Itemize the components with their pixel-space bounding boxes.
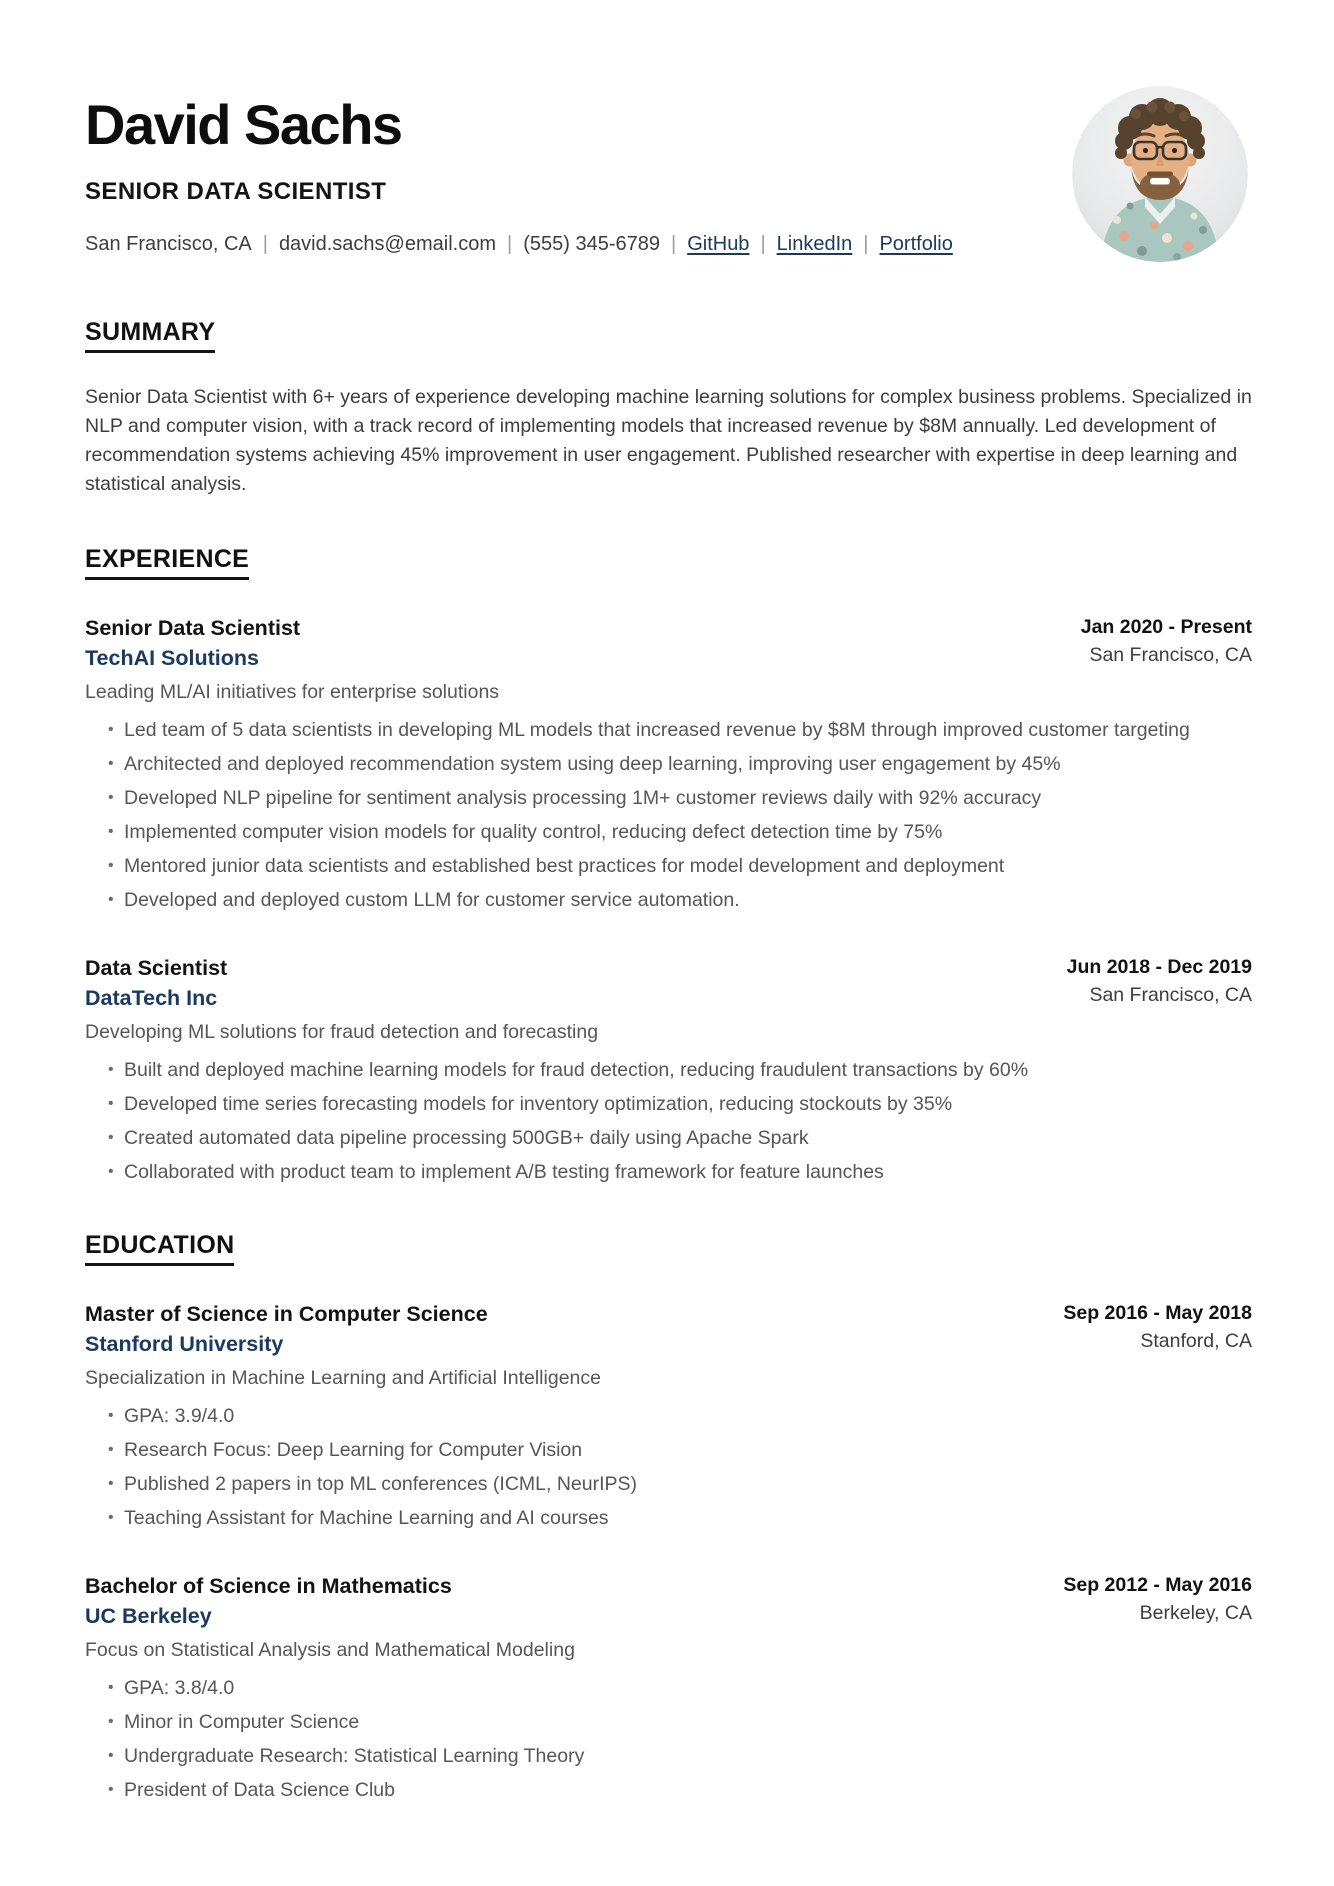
- entry-degree: Master of Science in Computer Science: [85, 1302, 488, 1326]
- entry-header: [85, 613, 1252, 674]
- bullet-item: • Collaborated with product team to implement A/B testing framework for feature launches: [108, 1161, 1252, 1183]
- entry-school: UC Berkeley: [85, 1604, 212, 1628]
- entry-dates: Jan 2020 - Present: [1080, 616, 1252, 638]
- entry-titles: [85, 613, 300, 674]
- bullet-item: • Created automated data pipeline processing 500GB+ daily using Apache Spark: [108, 1127, 1252, 1149]
- bullet-item: • Implemented computer vision models for quality control, reducing defect detection time by 75%: [108, 821, 1252, 843]
- contact-location: San Francisco, CA: [85, 232, 252, 255]
- contact-phone: (555) 345-6789: [523, 232, 660, 255]
- entry-bullet-list: [85, 1059, 1252, 1183]
- bullet-item: • Built and deployed machine learning models for fraud detection, reducing fraudulent transactions by 60%: [108, 1059, 1252, 1081]
- education-entry: [85, 1571, 1252, 1801]
- entry-dates-block: [1063, 1299, 1252, 1355]
- experience-entry: [85, 953, 1252, 1183]
- bullet-item: • Undergraduate Research: Statistical Learning Theory: [108, 1745, 1252, 1767]
- header: [85, 93, 1252, 262]
- entry-titles: [85, 1299, 488, 1360]
- section-experience: [85, 545, 1252, 1183]
- bullet-item: • Published 2 papers in top ML conferences (ICML, NeurIPS): [108, 1473, 1252, 1495]
- bullet-item: • Developed time series forecasting models for inventory optimization, reducing stockouts by 35%: [108, 1093, 1252, 1115]
- entry-bullet-list: [85, 1677, 1252, 1801]
- entry-bullet-list: [85, 1405, 1252, 1529]
- pipe-separator: |: [507, 232, 513, 255]
- entry-dates-block: [1063, 1571, 1252, 1627]
- bullet-item: • Led team of 5 data scientists in developing ML models that increased revenue by $8M through improved customer targeting: [108, 719, 1252, 741]
- entry-description: Focus on Statistical Analysis and Mathematical Modeling: [85, 1639, 575, 1661]
- entry-description: Leading ML/AI initiatives for enterprise solutions: [85, 681, 500, 703]
- candidate-name: David Sachs: [85, 93, 402, 156]
- entry-school: Stanford University: [85, 1332, 284, 1356]
- bullet-item: • Research Focus: Deep Learning for Computer Vision: [108, 1439, 1252, 1461]
- pipe-separator: |: [863, 232, 869, 255]
- entry-dates: Sep 2016 - May 2018: [1063, 1302, 1252, 1324]
- entry-company: DataTech Inc: [85, 986, 218, 1010]
- bullet-item: • Developed NLP pipeline for sentiment analysis processing 1M+ customer reviews daily with 92% accuracy: [108, 787, 1252, 809]
- bullet-item: • GPA: 3.8/4.0: [108, 1677, 1252, 1699]
- entry-location: Stanford, CA: [1140, 1330, 1252, 1352]
- linkedin-link[interactable]: LinkedIn: [776, 232, 853, 255]
- entry-dates-block: [1067, 953, 1252, 1009]
- entry-dates: Sep 2012 - May 2016: [1063, 1574, 1252, 1596]
- contact-email: david.sachs@email.com: [278, 232, 496, 255]
- entry-degree: Bachelor of Science in Mathematics: [85, 1574, 452, 1598]
- education-heading: EDUCATION: [85, 1231, 234, 1266]
- entry-location: San Francisco, CA: [1089, 984, 1252, 1006]
- github-link[interactable]: GitHub: [687, 232, 750, 255]
- entry-titles: [85, 1571, 452, 1632]
- pipe-separator: |: [262, 232, 268, 255]
- candidate-title: SENIOR DATA SCIENTIST: [85, 177, 387, 205]
- header-text-block: [85, 93, 953, 256]
- experience-heading: EXPERIENCE: [85, 545, 249, 580]
- entry-titles: [85, 953, 227, 1014]
- bullet-item: • Mentored junior data scientists and established best practices for model development and deployment: [108, 855, 1252, 877]
- profile-photo: [1072, 86, 1248, 262]
- entry-location: San Francisco, CA: [1089, 644, 1252, 666]
- summary-text: Senior Data Scientist with 6+ years of experience developing machine learning solutions for complex business problems. Specialized in NLP and computer vision, with a track record of implementing models that increased revenue by $8M annually. Led development of recommendation systems achieving 45% improvement in user engagement. Published researcher with expertise in deep learning and statistical analysis.: [85, 386, 1252, 495]
- entry-location: Berkeley, CA: [1139, 1602, 1252, 1624]
- bullet-item: • Teaching Assistant for Machine Learning and AI courses: [108, 1507, 1252, 1529]
- entry-dates: Jun 2018 - Dec 2019: [1066, 956, 1252, 978]
- bullet-item: • Minor in Computer Science: [108, 1711, 1252, 1733]
- profile-photo-illustration: [1072, 86, 1248, 262]
- pipe-separator: |: [760, 232, 766, 255]
- entry-bullet-list: [85, 719, 1252, 911]
- pipe-separator: |: [670, 232, 677, 255]
- bullet-item: • GPA: 3.9/4.0: [108, 1405, 1252, 1427]
- bullet-item: • Developed and deployed custom LLM for customer service automation.: [108, 889, 1252, 911]
- experience-entry: [85, 613, 1252, 911]
- entry-company: TechAI Solutions: [85, 646, 259, 670]
- portfolio-link[interactable]: Portfolio: [879, 232, 953, 255]
- bullet-item: • President of Data Science Club: [108, 1779, 1252, 1801]
- education-entry: [85, 1299, 1252, 1529]
- entry-title: Data Scientist: [85, 956, 228, 980]
- entry-header: [85, 953, 1252, 1014]
- entry-dates-block: [1081, 613, 1252, 669]
- section-summary: [85, 318, 1252, 499]
- contact-row: [85, 233, 953, 256]
- entry-header: [85, 1571, 1252, 1632]
- entry-header: [85, 1299, 1252, 1360]
- entry-description: Developing ML solutions for fraud detection and forecasting: [85, 1021, 599, 1043]
- section-education: [85, 1231, 1252, 1801]
- entry-description: Specialization in Machine Learning and Artificial Intelligence: [85, 1367, 601, 1389]
- bullet-item: • Architected and deployed recommendation system using deep learning, improving user engagement by 45%: [108, 753, 1252, 775]
- summary-heading: SUMMARY: [85, 318, 215, 353]
- entry-title: Senior Data Scientist: [85, 616, 301, 640]
